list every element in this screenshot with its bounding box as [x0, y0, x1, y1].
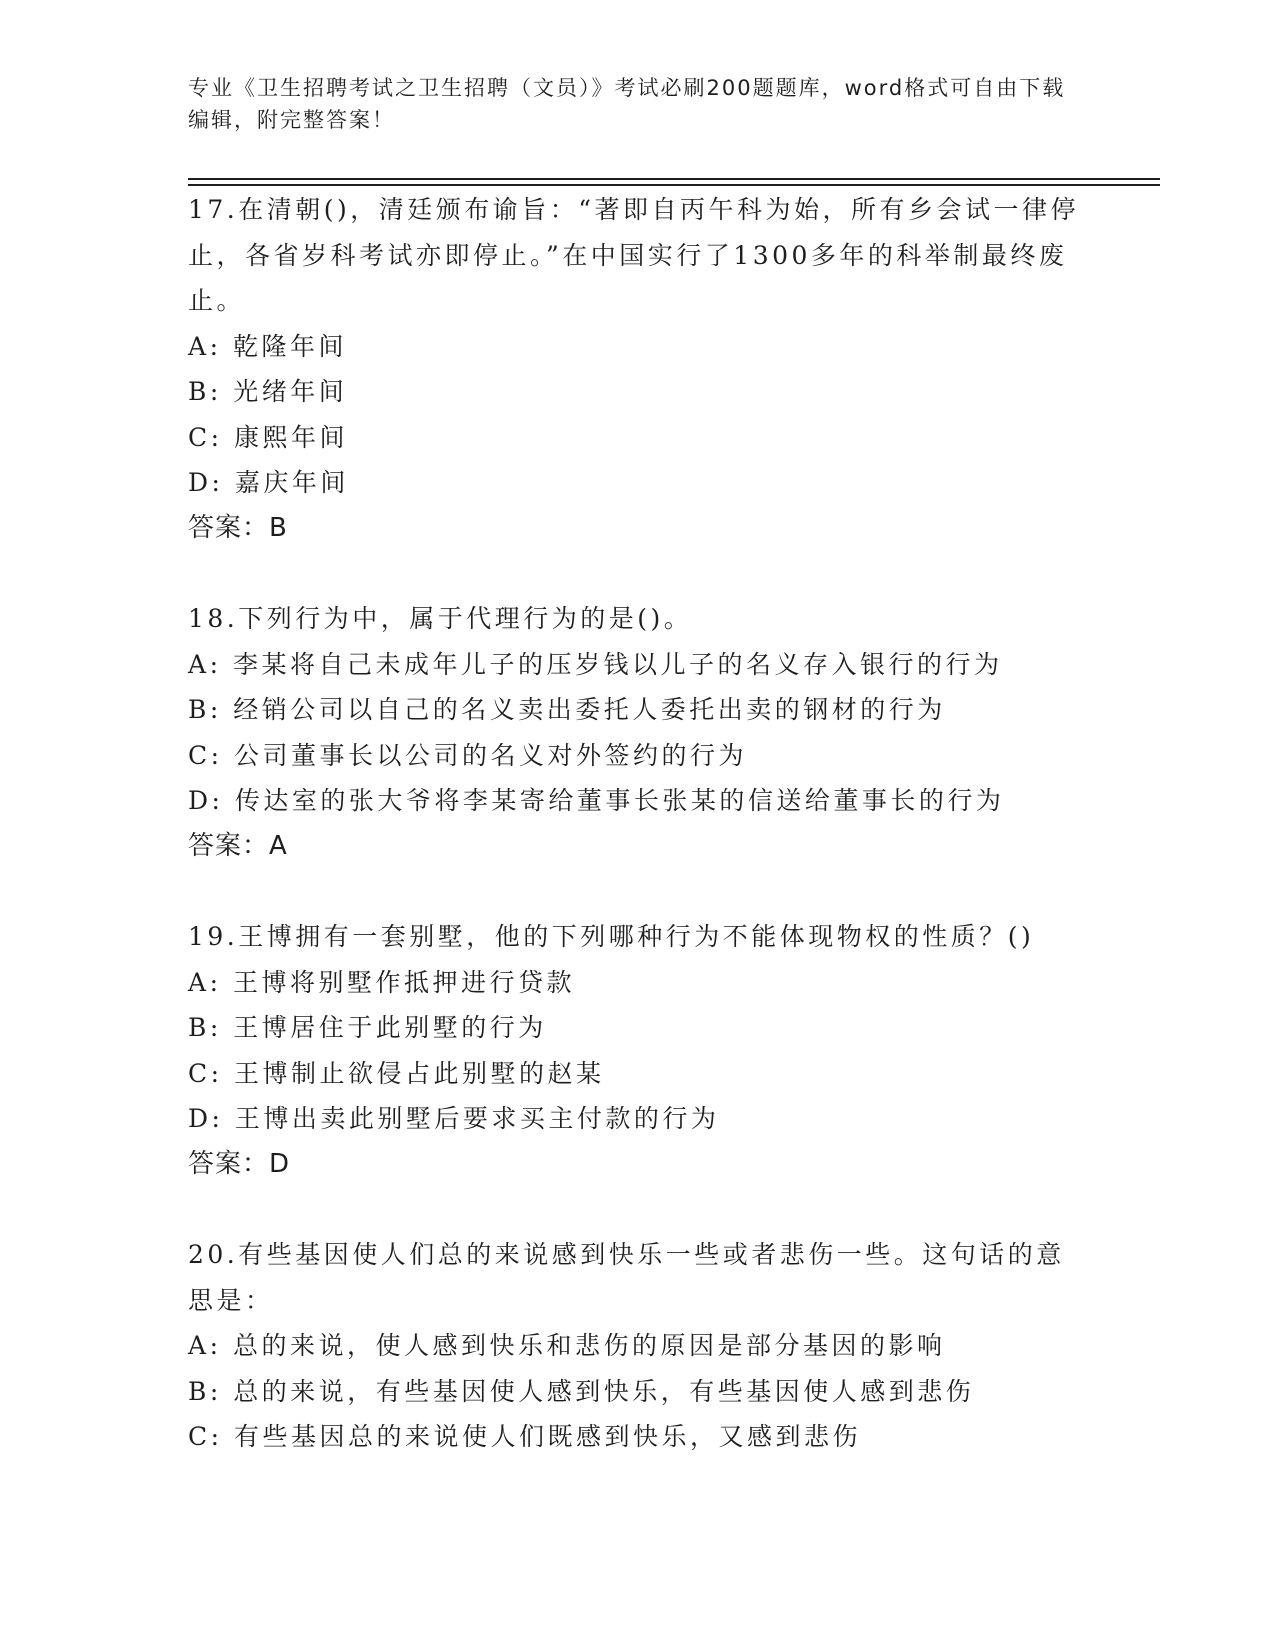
option-key: C	[188, 422, 211, 452]
question-stem: 19.王博拥有一套别墅，他的下列哪种行为不能体现物权的性质？()	[188, 922, 1035, 951]
question-19	[188, 914, 1088, 1187]
question-18	[188, 596, 1088, 869]
option-key: D	[188, 468, 212, 497]
option-key: D	[188, 1104, 212, 1133]
option-key: A	[188, 331, 210, 361]
option-key: C	[188, 1058, 211, 1088]
option-d: D: 传达室的张大爷将李某寄给董事长张某的信送给董事长的行为	[188, 786, 1005, 815]
option-text: 康熙年间	[234, 422, 349, 452]
option-key: C	[188, 740, 211, 770]
question-stem: 20.有些基因使人们总的来说感到快乐一些或者悲伤一些。这句话的意思是：	[188, 1240, 1065, 1315]
option-a: A: 乾隆年间	[188, 331, 347, 361]
question-20	[188, 1232, 1088, 1460]
option-b: B: 光绪年间	[188, 377, 348, 406]
option-text: 传达室的张大爷将李某寄给董事长张某的信送给董事长的行为	[234, 786, 1005, 815]
option-text: 经销公司以自己的名义卖出委托人委托出卖的钢材的行为	[233, 695, 946, 724]
question-list	[188, 187, 1088, 1460]
option-c: C: 王博制止欲侵占此别墅的赵某	[188, 1058, 605, 1088]
question-stem: 18.下列行为中，属于代理行为的是()。	[188, 604, 693, 633]
option-text: 总的来说，使人感到快乐和悲伤的原因是部分基因的影响	[232, 1331, 946, 1360]
document-header: 专业《卫生招聘考试之卫生招聘（文员）》考试必刷200题题库，word格式可自由下载编辑，附完整答案！	[188, 76, 1066, 132]
option-text: 王博居住于此别墅的行为	[233, 1013, 547, 1042]
question-stem: 17.在清朝()，清廷颁布谕旨：“著即自丙午科为始，所有乡会试一律停止，各省岁科考试亦即停止。”在中国实行了1300多年的科举制最终废止。	[188, 195, 1080, 315]
option-a: A: 王博将别墅作抵押进行贷款	[188, 967, 575, 997]
option-b: B: 王博居住于此别墅的行为	[188, 1013, 547, 1042]
option-a: A: 李某将自己未成年儿子的压岁钱以儿子的名义存入银行的行为	[188, 649, 1003, 679]
option-c: C: 有些基因总的来说使人们既感到快乐，又感到悲伤	[188, 1422, 862, 1451]
option-text: 王博制止欲侵占此别墅的赵某	[234, 1058, 605, 1088]
option-c: C: 公司董事长以公司的名义对外签约的行为	[188, 740, 748, 770]
option-key: B	[188, 377, 210, 406]
answer-line: 答案：B	[188, 512, 288, 543]
option-text: 有些基因总的来说使人们既感到快乐，又感到悲伤	[234, 1422, 862, 1451]
header-divider-bottom	[188, 184, 1160, 186]
option-d: D: 王博出卖此别墅后要求买主付款的行为	[188, 1104, 720, 1133]
question-17	[188, 187, 1088, 551]
option-key: B	[188, 1013, 210, 1042]
option-text: 光绪年间	[233, 377, 348, 406]
option-text: 王博出卖此别墅后要求买主付款的行为	[234, 1104, 720, 1133]
option-key: B	[188, 695, 210, 724]
option-key: A	[188, 967, 210, 997]
option-b: B: 总的来说，有些基因使人感到快乐，有些基因使人感到悲伤	[188, 1376, 975, 1406]
option-a: A: 总的来说，使人感到快乐和悲伤的原因是部分基因的影响	[188, 1331, 946, 1360]
option-key: D	[188, 786, 212, 815]
option-c: C: 康熙年间	[188, 422, 349, 452]
option-key: C	[188, 1422, 211, 1451]
option-text: 王博将别墅作抵押进行贷款	[232, 967, 575, 997]
option-text: 公司董事长以公司的名义对外签约的行为	[234, 740, 748, 770]
header-divider-top	[188, 178, 1160, 180]
answer-line: 答案：A	[188, 830, 288, 861]
option-text: 乾隆年间	[232, 331, 347, 361]
option-key: B	[188, 1376, 210, 1406]
option-text: 嘉庆年间	[234, 468, 349, 497]
option-key: A	[188, 649, 210, 679]
option-d: D: 嘉庆年间	[188, 468, 349, 497]
option-b: B: 经销公司以自己的名义卖出委托人委托出卖的钢材的行为	[188, 695, 946, 724]
answer-line: 答案：D	[188, 1148, 291, 1179]
option-key: A	[188, 1331, 210, 1360]
option-text: 总的来说，有些基因使人感到快乐，有些基因使人感到悲伤	[233, 1376, 975, 1406]
option-text: 李某将自己未成年儿子的压岁钱以儿子的名义存入银行的行为	[232, 649, 1003, 679]
